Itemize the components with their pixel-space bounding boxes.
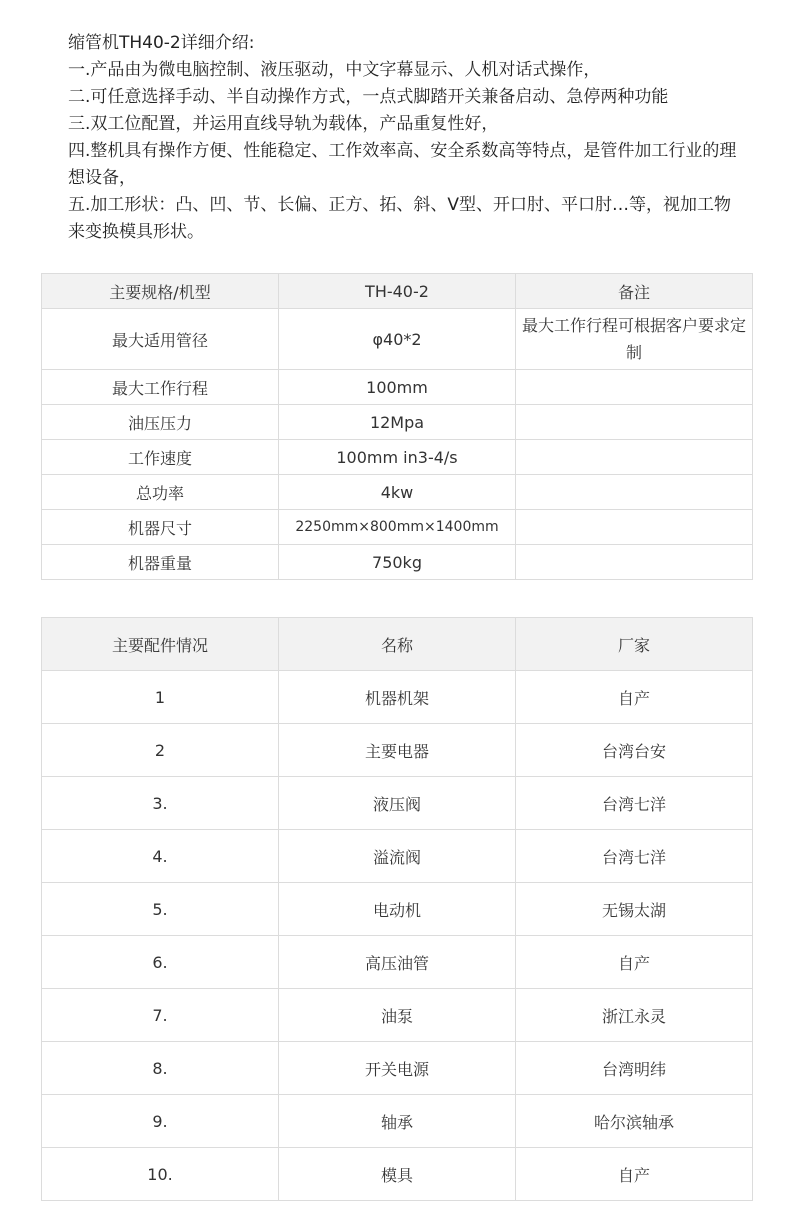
parts-vendor-cell: 台湾七洋 <box>516 777 753 830</box>
parts-row <box>42 883 753 936</box>
spec-cell: 工作速度 <box>42 440 279 475</box>
spec-header-cell: TH-40-2 <box>279 274 516 309</box>
spec-cell: 12Mpa <box>279 405 516 440</box>
parts-index-cell: 2 <box>42 724 279 777</box>
spec-remark-cell <box>516 475 753 510</box>
parts-index-cell: 1 <box>42 671 279 724</box>
spec-cell: 750kg <box>279 545 516 580</box>
spec-cell: 机器尺寸 <box>42 510 279 545</box>
intro-point-3: 三.双工位配置，并运用直线导轨为载体，产品重复性好， <box>68 114 499 134</box>
spec-header-cell: 主要规格/机型 <box>42 274 279 309</box>
spec-remark-cell <box>516 405 753 440</box>
parts-index-cell: 6. <box>42 936 279 989</box>
parts-name-cell: 液压阀 <box>279 777 516 830</box>
parts-table <box>41 617 753 1201</box>
spec-remark-cell: 最大工作行程可根据客户要求定制 <box>516 309 753 370</box>
parts-name-cell: 机器机架 <box>279 671 516 724</box>
parts-header-cell: 名称 <box>279 618 516 671</box>
spec-cell: 最大适用管径 <box>42 309 279 370</box>
parts-row <box>42 936 753 989</box>
intro-text <box>68 30 748 246</box>
parts-index-cell: 5. <box>42 883 279 936</box>
parts-row <box>42 777 753 830</box>
parts-name-cell: 主要电器 <box>279 724 516 777</box>
spec-row <box>42 475 753 510</box>
intro-point-2: 二.可任意选择手动、半自动操作方式，一点式脚踏开关兼备启动、急停两种功能 <box>68 87 669 107</box>
spec-header-cell: 备注 <box>516 274 753 309</box>
parts-name-cell: 电动机 <box>279 883 516 936</box>
spec-cell: 4kw <box>279 475 516 510</box>
parts-index-cell: 3. <box>42 777 279 830</box>
spec-cell: 机器重量 <box>42 545 279 580</box>
parts-name-cell: 溢流阀 <box>279 830 516 883</box>
parts-name-cell: 油泵 <box>279 989 516 1042</box>
parts-index-cell: 9. <box>42 1095 279 1148</box>
spec-cell: 100mm in3-4/s <box>279 440 516 475</box>
parts-index-cell: 4. <box>42 830 279 883</box>
parts-row <box>42 1148 753 1201</box>
parts-vendor-cell: 哈尔滨轴承 <box>516 1095 753 1148</box>
parts-row <box>42 1095 753 1148</box>
parts-vendor-cell: 无锡太湖 <box>516 883 753 936</box>
parts-name-cell: 模具 <box>279 1148 516 1201</box>
spec-row <box>42 545 753 580</box>
spec-remark-cell <box>516 440 753 475</box>
intro-title: 缩管机TH40-2详细介绍: <box>68 33 255 53</box>
parts-name-cell: 轴承 <box>279 1095 516 1148</box>
parts-header-cell: 厂家 <box>516 618 753 671</box>
parts-row <box>42 1042 753 1095</box>
spec-row <box>42 405 753 440</box>
intro-point-4: 四.整机具有操作方便、性能稳定、工作效率高、安全系数高等特点，是管件加工行业的理想设备， <box>68 141 737 188</box>
parts-vendor-cell: 自产 <box>516 1148 753 1201</box>
parts-name-cell: 高压油管 <box>279 936 516 989</box>
parts-vendor-cell: 台湾明纬 <box>516 1042 753 1095</box>
parts-vendor-cell: 自产 <box>516 671 753 724</box>
spec-remark-cell <box>516 545 753 580</box>
parts-row <box>42 671 753 724</box>
parts-index-cell: 8. <box>42 1042 279 1095</box>
parts-header-row <box>42 618 753 671</box>
parts-row <box>42 989 753 1042</box>
spec-remark-cell <box>516 510 753 545</box>
spec-row <box>42 370 753 405</box>
parts-row <box>42 830 753 883</box>
parts-name-cell: 开关电源 <box>279 1042 516 1095</box>
parts-vendor-cell: 自产 <box>516 936 753 989</box>
spec-cell: φ40*2 <box>279 309 516 370</box>
spec-cell: 100mm <box>279 370 516 405</box>
parts-vendor-cell: 台湾七洋 <box>516 830 753 883</box>
intro-point-1: 一.产品由为微电脑控制、液压驱动，中文字幕显示、人机对话式操作， <box>68 60 601 80</box>
spec-cell: 2250mm×800mm×1400mm <box>279 510 516 545</box>
intro-point-5: 五.加工形状：凸、凹、节、长偏、正方、拓、斜、V型、开口肘、平口肘…等，视加工物来变换模具形状。 <box>68 195 732 242</box>
spec-row <box>42 309 753 370</box>
spec-cell: 总功率 <box>42 475 279 510</box>
parts-vendor-cell: 台湾台安 <box>516 724 753 777</box>
spec-header-row <box>42 274 753 309</box>
parts-row <box>42 724 753 777</box>
spec-cell: 最大工作行程 <box>42 370 279 405</box>
parts-index-cell: 10. <box>42 1148 279 1201</box>
parts-header-cell: 主要配件情况 <box>42 618 279 671</box>
spec-table <box>41 273 753 580</box>
spec-row <box>42 440 753 475</box>
parts-vendor-cell: 浙江永灵 <box>516 989 753 1042</box>
spec-row <box>42 510 753 545</box>
spec-remark-cell <box>516 370 753 405</box>
parts-index-cell: 7. <box>42 989 279 1042</box>
spec-cell: 油压压力 <box>42 405 279 440</box>
